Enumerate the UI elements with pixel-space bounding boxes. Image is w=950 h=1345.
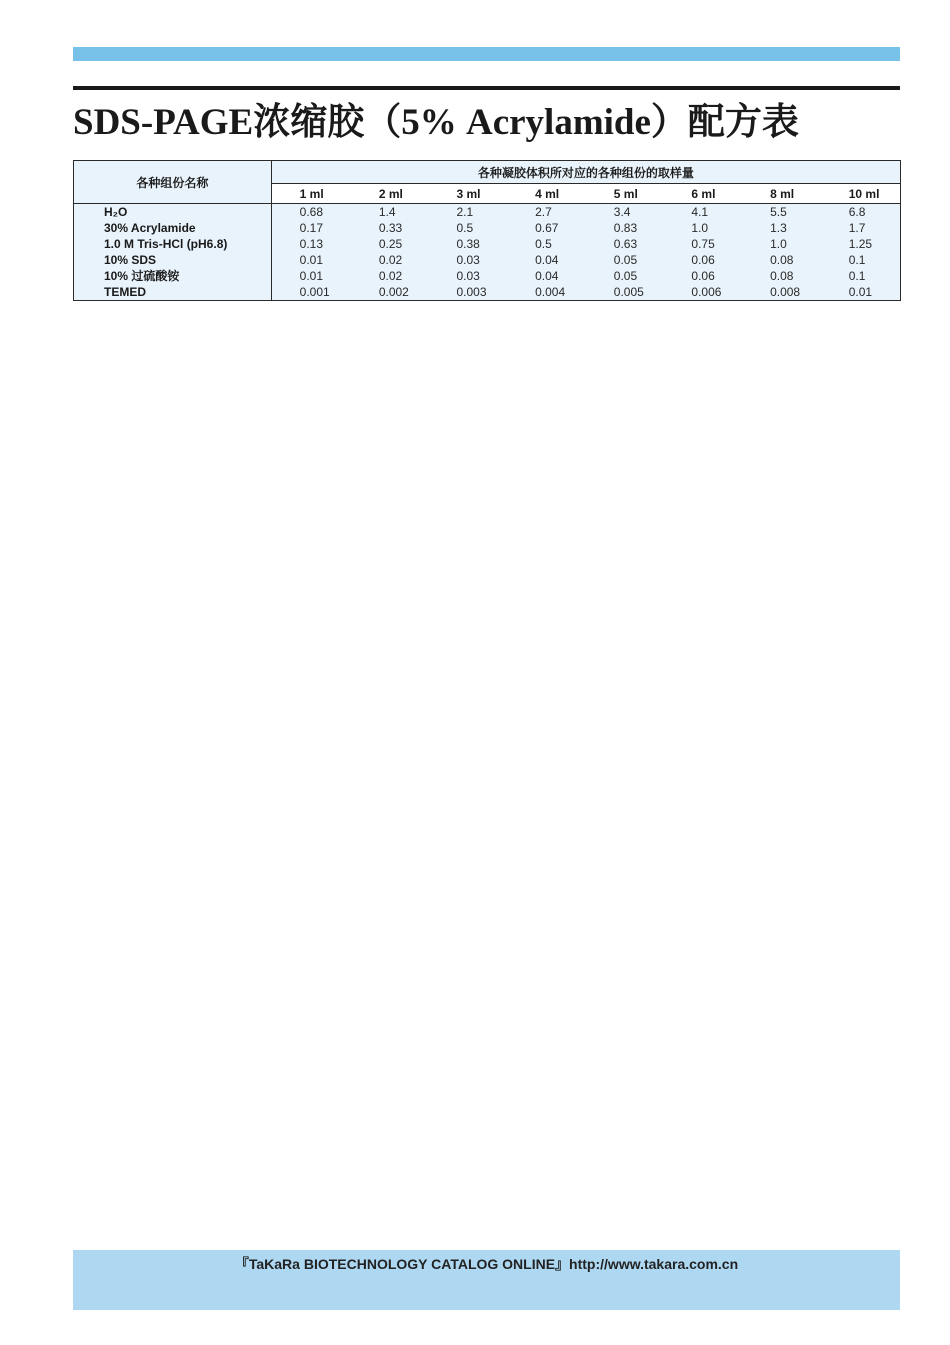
volume-group-header: 各种凝胶体积所对应的各种组份的取样量 [271, 161, 900, 184]
volume-header-8: 10 ml [821, 184, 901, 204]
value-cell: 1.4 [351, 204, 429, 221]
value-cell: 6.8 [821, 204, 901, 221]
value-cell: 0.17 [271, 220, 351, 236]
value-cell: 0.002 [351, 284, 429, 301]
component-name: TEMED [74, 284, 272, 301]
value-cell: 0.83 [586, 220, 664, 236]
value-cell: 0.38 [428, 236, 507, 252]
top-accent-bar [73, 47, 900, 61]
table-row [74, 220, 901, 236]
value-cell: 0.13 [271, 236, 351, 252]
value-cell: 0.04 [507, 252, 586, 268]
component-name: H₂O [74, 204, 272, 221]
value-cell: 0.008 [742, 284, 821, 301]
table-row [74, 252, 901, 268]
value-cell: 4.1 [663, 204, 742, 221]
value-cell: 0.005 [586, 284, 664, 301]
value-cell: 1.0 [742, 236, 821, 252]
value-cell: 0.5 [428, 220, 507, 236]
component-column-header: 各种组份名称 [74, 161, 272, 204]
component-name: 10% 过硫酸铵 [74, 268, 272, 284]
value-cell: 0.63 [586, 236, 664, 252]
table-row [74, 204, 901, 221]
value-cell: 1.0 [663, 220, 742, 236]
page-title: SDS-PAGE浓缩胶（5% Acrylamide）配方表 [73, 102, 799, 143]
value-cell: 0.1 [821, 268, 901, 284]
volume-header-5: 5 ml [586, 184, 664, 204]
value-cell: 0.01 [821, 284, 901, 301]
value-cell: 0.33 [351, 220, 429, 236]
component-name: 10% SDS [74, 252, 272, 268]
value-cell: 0.01 [271, 268, 351, 284]
value-cell: 0.05 [586, 268, 664, 284]
footer-catalog-link[interactable]: 『TaKaRa BIOTECHNOLOGY CATALOG ONLINE』http://www.takara.com.cn [234, 1256, 739, 1272]
value-cell: 0.68 [271, 204, 351, 221]
value-cell: 1.3 [742, 220, 821, 236]
value-cell: 0.5 [507, 236, 586, 252]
value-cell: 0.1 [821, 252, 901, 268]
value-cell: 1.7 [821, 220, 901, 236]
table-row [74, 268, 901, 284]
value-cell: 0.08 [742, 252, 821, 268]
value-cell: 0.03 [428, 252, 507, 268]
value-cell: 0.004 [507, 284, 586, 301]
value-cell: 5.5 [742, 204, 821, 221]
value-cell: 3.4 [586, 204, 664, 221]
table-row [74, 236, 901, 252]
value-cell: 0.06 [663, 252, 742, 268]
volume-header-7: 8 ml [742, 184, 821, 204]
component-name: 30% Acrylamide [74, 220, 272, 236]
title-rule [73, 86, 900, 90]
value-cell: 0.05 [586, 252, 664, 268]
table-body [74, 204, 901, 301]
value-cell: 0.006 [663, 284, 742, 301]
value-cell: 0.02 [351, 252, 429, 268]
value-cell: 1.25 [821, 236, 901, 252]
volume-header-3: 3 ml [428, 184, 507, 204]
volume-header-1: 1 ml [271, 184, 351, 204]
volume-header-2: 2 ml [351, 184, 429, 204]
value-cell: 0.001 [271, 284, 351, 301]
value-cell: 0.01 [271, 252, 351, 268]
value-cell: 0.04 [507, 268, 586, 284]
value-cell: 2.1 [428, 204, 507, 221]
value-cell: 0.06 [663, 268, 742, 284]
footer-bar [73, 1250, 900, 1310]
value-cell: 0.67 [507, 220, 586, 236]
value-cell: 2.7 [507, 204, 586, 221]
value-cell: 0.25 [351, 236, 429, 252]
table-row [74, 284, 901, 301]
value-cell: 0.02 [351, 268, 429, 284]
volume-header-4: 4 ml [507, 184, 586, 204]
value-cell: 0.75 [663, 236, 742, 252]
recipe-table [73, 160, 901, 301]
value-cell: 0.003 [428, 284, 507, 301]
component-name: 1.0 M Tris-HCl (pH6.8) [74, 236, 272, 252]
value-cell: 0.03 [428, 268, 507, 284]
volume-header-6: 6 ml [663, 184, 742, 204]
value-cell: 0.08 [742, 268, 821, 284]
